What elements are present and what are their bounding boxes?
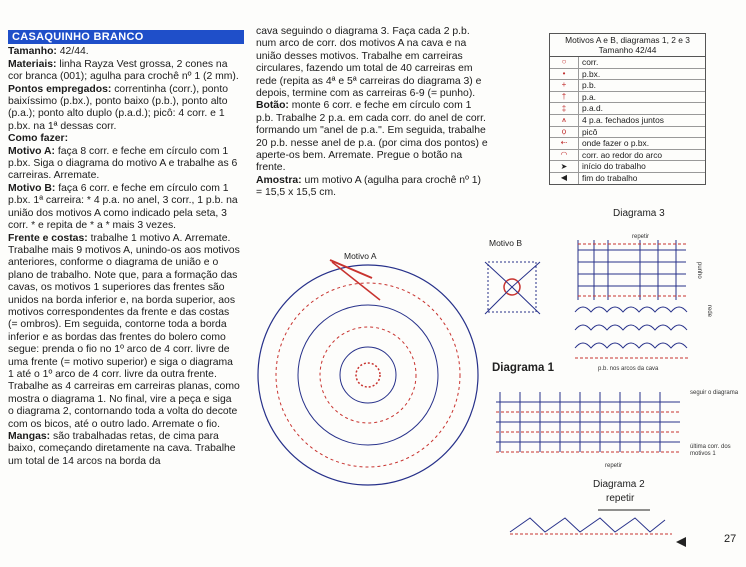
legend-row <box>550 80 705 92</box>
legend-label: p.bx. <box>582 68 601 79</box>
legend-row <box>550 92 705 104</box>
legend-header-title: Motivos A e B, diagramas 1, 2 e 3 <box>565 35 690 45</box>
legend-row <box>550 173 705 184</box>
diagram-2-label: Diagrama 2 <box>593 479 645 490</box>
gauge-paragraph <box>256 175 488 200</box>
pattern-title: CASAQUINHO BRANCO <box>8 30 244 44</box>
sleeves-text: são trabalhadas retas, de cima para baixo, começando diretamente na cava. Trabalhe um total de 14 arcos na borda da <box>8 431 236 467</box>
materials-paragraph <box>8 59 240 84</box>
button-paragraph <box>256 100 488 174</box>
instructions-column-1 <box>8 30 240 468</box>
materials-label: Materiais: <box>8 58 57 70</box>
diagram-3 <box>575 240 690 358</box>
legend-row <box>550 138 705 150</box>
legend-header-size: Tamanho 42/44 <box>598 45 657 55</box>
legend-row <box>550 161 705 173</box>
legend-label: p.a.d. <box>582 103 603 114</box>
legend-row <box>550 57 705 69</box>
front-back-label: Frente e costas: <box>8 232 88 244</box>
symbol-legend <box>549 33 706 185</box>
motif-b-paragraph <box>8 183 240 233</box>
motif-a-text: faça 8 corr. e feche em círculo com 1 p.bx. Siga o diagrama do motivo A e trabalhe as 6 carreiras. Arremate. <box>8 145 238 182</box>
motif-b-label: Motivo B: <box>8 182 56 194</box>
join-arrow-icon: ⇠ <box>550 138 579 149</box>
armhole-arcs-label: p.b. nos arcos da cava <box>598 366 659 372</box>
diagram-3-label: Diagrama 3 <box>613 208 665 219</box>
repeat-label-diagram-3: repetir <box>632 234 650 240</box>
page-number: 27 <box>724 533 737 545</box>
treble-crochet-icon: ‡ <box>550 103 579 114</box>
follow-diagram-label: seguir o diagrama <box>690 390 739 396</box>
end-arrow-icon: ◀ <box>550 173 579 184</box>
single-crochet-icon: + <box>550 80 579 91</box>
front-back-paragraph <box>8 233 240 432</box>
how-to-heading <box>8 133 240 145</box>
how-to-label: Como fazer: <box>8 133 69 145</box>
legend-label: onde fazer o p.bx. <box>582 138 650 149</box>
materials-text: linha Rayza Vest grossa, 2 cones na cor branca (001); agulha para crochê nº 1 (2 mm). <box>8 58 239 83</box>
diagram-1 <box>496 392 680 452</box>
cluster-icon: ⩚ <box>550 115 579 126</box>
legend-label: picô <box>582 126 598 137</box>
chain-icon: ○ <box>550 57 579 68</box>
double-crochet-icon: † <box>550 92 579 103</box>
last-chain-label: última corr. dos motivos 1 <box>690 444 731 457</box>
front-back-text: trabalhe 1 motivo A. Arremate. Trabalhe mais 9 motivos A, unindo-os aos motivos anteriores, conforme o diagrama de união e o plano de trabalho. Note que, para a formação das cavas, os motivos 1 superiores das frentes são unidos na borda inferior e, na borda superior, aos motivos correspondentes da frente e das costas (= ombros). Em seguida, contorne toda a borda inferior e as bordas das frentes do bolero como segue: prenda o fio no 1º arco de 4 corr. livre de uma frente (= motivo superior) e siga o diagrama 1 até o 1º arco de 4 corr. livre da outra frente. Trabalhe as 4 carreiras em carreiras planas, como mostra o diagrama 1. No final, vire a peça e siga o diagrama 2, contornando toda a volta do decote com os bicos, até o outro lado. Arremate o fio. <box>8 232 240 430</box>
picot-icon: ọ <box>550 127 579 138</box>
stitches-paragraph <box>8 84 240 134</box>
legend-row <box>550 115 705 127</box>
size-paragraph <box>8 46 240 58</box>
legend-label: p.b. <box>582 80 596 91</box>
legend-label: p.a. <box>582 91 596 102</box>
legend-row <box>550 127 705 139</box>
mesh-label: rede <box>706 305 712 318</box>
legend-label: início do trabalho <box>582 161 646 172</box>
size-value: 42/44. <box>56 46 89 58</box>
legend-row <box>550 103 705 115</box>
cuff-label: punho <box>696 262 702 279</box>
arc-icon: ◠ <box>550 150 579 161</box>
legend-label: 4 p.a. fechados juntos <box>582 114 664 125</box>
legend-label: corr. <box>582 57 599 67</box>
diagram-2 <box>510 510 686 547</box>
legend-row <box>550 69 705 81</box>
legend-label: corr. ao redor do arco <box>582 149 663 160</box>
motif-a-label: Motivo A <box>344 251 377 261</box>
stitches-text: correntinha (corr.), ponto baixíssimo (p.bx.), ponto baixo (p.b.), ponto alto (p.a.); ponto alto duplo (p.a.d.); picô: 4 corr. e 1 p.bx. na 1ª dessas corr. <box>8 83 229 132</box>
motif-b-label: Motivo B <box>489 238 523 248</box>
button-text: monte 6 corr. e feche em círculo com 1 p.b. Trabalhe 2 p.a. em cada corr. do anel de corr. formando um "anel de p.a.". Em seguida, trabalhe 20 p.b. nesse anel de p.a. (por cima dos pontos) e aperte-os bem. Arremate. Pregue o botão na frente. <box>256 100 488 174</box>
button-label: Botão: <box>256 100 289 112</box>
gauge-label: Amostra: <box>256 174 302 186</box>
armhole-paragraph: cava seguindo o diagrama 3. Faça cada 2 p.b. num arco de corr. dos motivos A na cava e na união desses motivos. Trabalhe em carreiras circulares, fazendo um total de 40 carreiras em rede (repita as 4ª e 5ª carreiras do diagrama 3) e depois, termine com as carreiras 6-9 (= punho). <box>256 26 482 100</box>
motif-b-diagram <box>485 262 540 314</box>
motif-a-diagram <box>258 260 478 485</box>
sleeves-paragraph <box>8 431 240 468</box>
gauge-text: um motivo A (agulha para crochê nº 1) = 15,5 x 15,5 cm. <box>256 174 481 199</box>
instructions-column-2 <box>256 26 488 200</box>
motif-a-paragraph <box>8 146 240 183</box>
legend-header <box>550 34 705 57</box>
repeat-label-diagram-2: repetir <box>606 493 635 504</box>
legend-label: fim do trabalho <box>582 172 638 183</box>
motif-b-text: faça 6 corr. e feche em círculo com 1 p.bx. 1ª carreira: * 4 p.a. no anel, 3 corr., 1 p.b. na união dos motivos A como indicado pela seta, 3 corr. * e repita de * a * mais 3 vezes. <box>8 182 238 232</box>
repeat-label-diagram-1: repetir <box>605 463 623 469</box>
start-arrow-icon: ➤ <box>550 161 579 172</box>
motif-a-label: Motivo A: <box>8 145 55 157</box>
stitches-label: Pontos empregados: <box>8 83 112 95</box>
size-label: Tamanho: <box>8 46 57 58</box>
slip-stitch-icon: • <box>550 69 579 80</box>
diagram-1-label: Diagrama 1 <box>492 362 555 374</box>
sleeves-label: Mangas: <box>8 431 51 442</box>
legend-row <box>550 150 705 162</box>
